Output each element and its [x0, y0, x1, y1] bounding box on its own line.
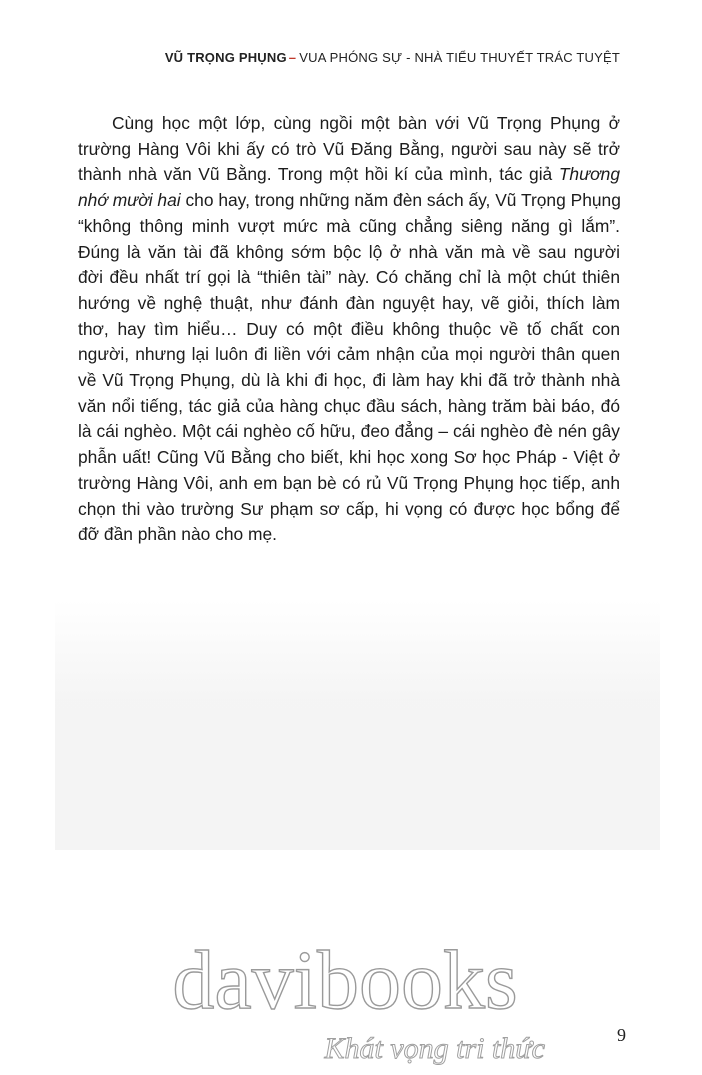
body-line-text: thành nhà văn Vũ Bằng. Trong một hồi kí của mình, tác giả — [78, 164, 553, 185]
faded-background-band — [55, 600, 660, 850]
book-title-italic: Thương — [558, 164, 620, 185]
davibooks-watermark — [150, 930, 550, 1070]
watermark-brand: davibooks — [172, 934, 518, 1027]
body-line: hướng về nghệ thuật, như đánh đàn nguyệt hay, vẽ giỏi, thích làm — [78, 292, 620, 313]
body-line: trường Hàng Vôi, anh em bạn bè có rủ Vũ Trọng Phụng học tiếp, anh — [78, 472, 620, 493]
body-line: “không thông minh vượt mức mà cũng chẳng siêng năng gì lắm”. — [78, 215, 620, 236]
body-line: trường Hàng Vôi khi ấy có trò Vũ Đăng Bằng, người sau này sẽ trở — [78, 138, 620, 159]
body-line: đời đều nhất trí gọi là “thiên tài” này. Có chăng chỉ là một chút thiên — [78, 267, 620, 288]
body-line — [78, 162, 620, 188]
body-line: là cái nghèo. Một cái nghèo cố hữu, đeo đẳng – cái nghèo đè nén gây — [78, 421, 620, 442]
body-line: văn nổi tiếng, tác giả của hàng chục đầu sách, hàng trăm bài báo, đó — [78, 395, 620, 416]
body-paragraph — [78, 111, 620, 548]
book-title-italic: nhớ mười hai — [78, 190, 181, 211]
body-line: Đúng là văn tài đã không sớm bộc lộ ở nhà văn mà về sau người — [78, 241, 620, 262]
header-dash: – — [288, 50, 297, 65]
page-number: 9 — [617, 1025, 626, 1045]
body-line: phẫn uất! Cũng Vũ Bằng cho biết, khi học xong Sơ học Pháp - Việt ở — [78, 447, 620, 468]
body-line: thơ, hay tìm hiểu… Duy có một điều không thuộc về tố chất con — [78, 318, 620, 339]
body-line: chọn thi vào trường Sư phạm sơ cấp, hi vọng có được học bổng để — [78, 498, 620, 519]
running-header — [165, 50, 620, 65]
body-line: đỡ đần phần nào cho mẹ. — [78, 524, 277, 545]
body-line: Cùng học một lớp, cùng ngồi một bàn với Vũ Trọng Phụng ở — [112, 113, 620, 133]
body-line: về Vũ Trọng Phụng, dù là khi đi học, đi làm hay khi đã trở thành nhà — [78, 370, 620, 391]
body-line-text: cho hay, trong những năm đèn sách ấy, Vũ Trọng Phụng — [185, 190, 621, 211]
watermark-tagline: Khát vọng tri thức — [324, 1032, 545, 1065]
header-author: VŨ TRỌNG PHỤNG — [164, 50, 287, 65]
header-subtitle: VUA PHÓNG SỰ - NHÀ TIỂU THUYẾT TRÁC TUYỆT — [299, 50, 620, 65]
body-line — [78, 188, 620, 214]
body-line: người, nhưng lại luôn đi liền với cảm nhận của mọi người thân quen — [78, 344, 620, 365]
